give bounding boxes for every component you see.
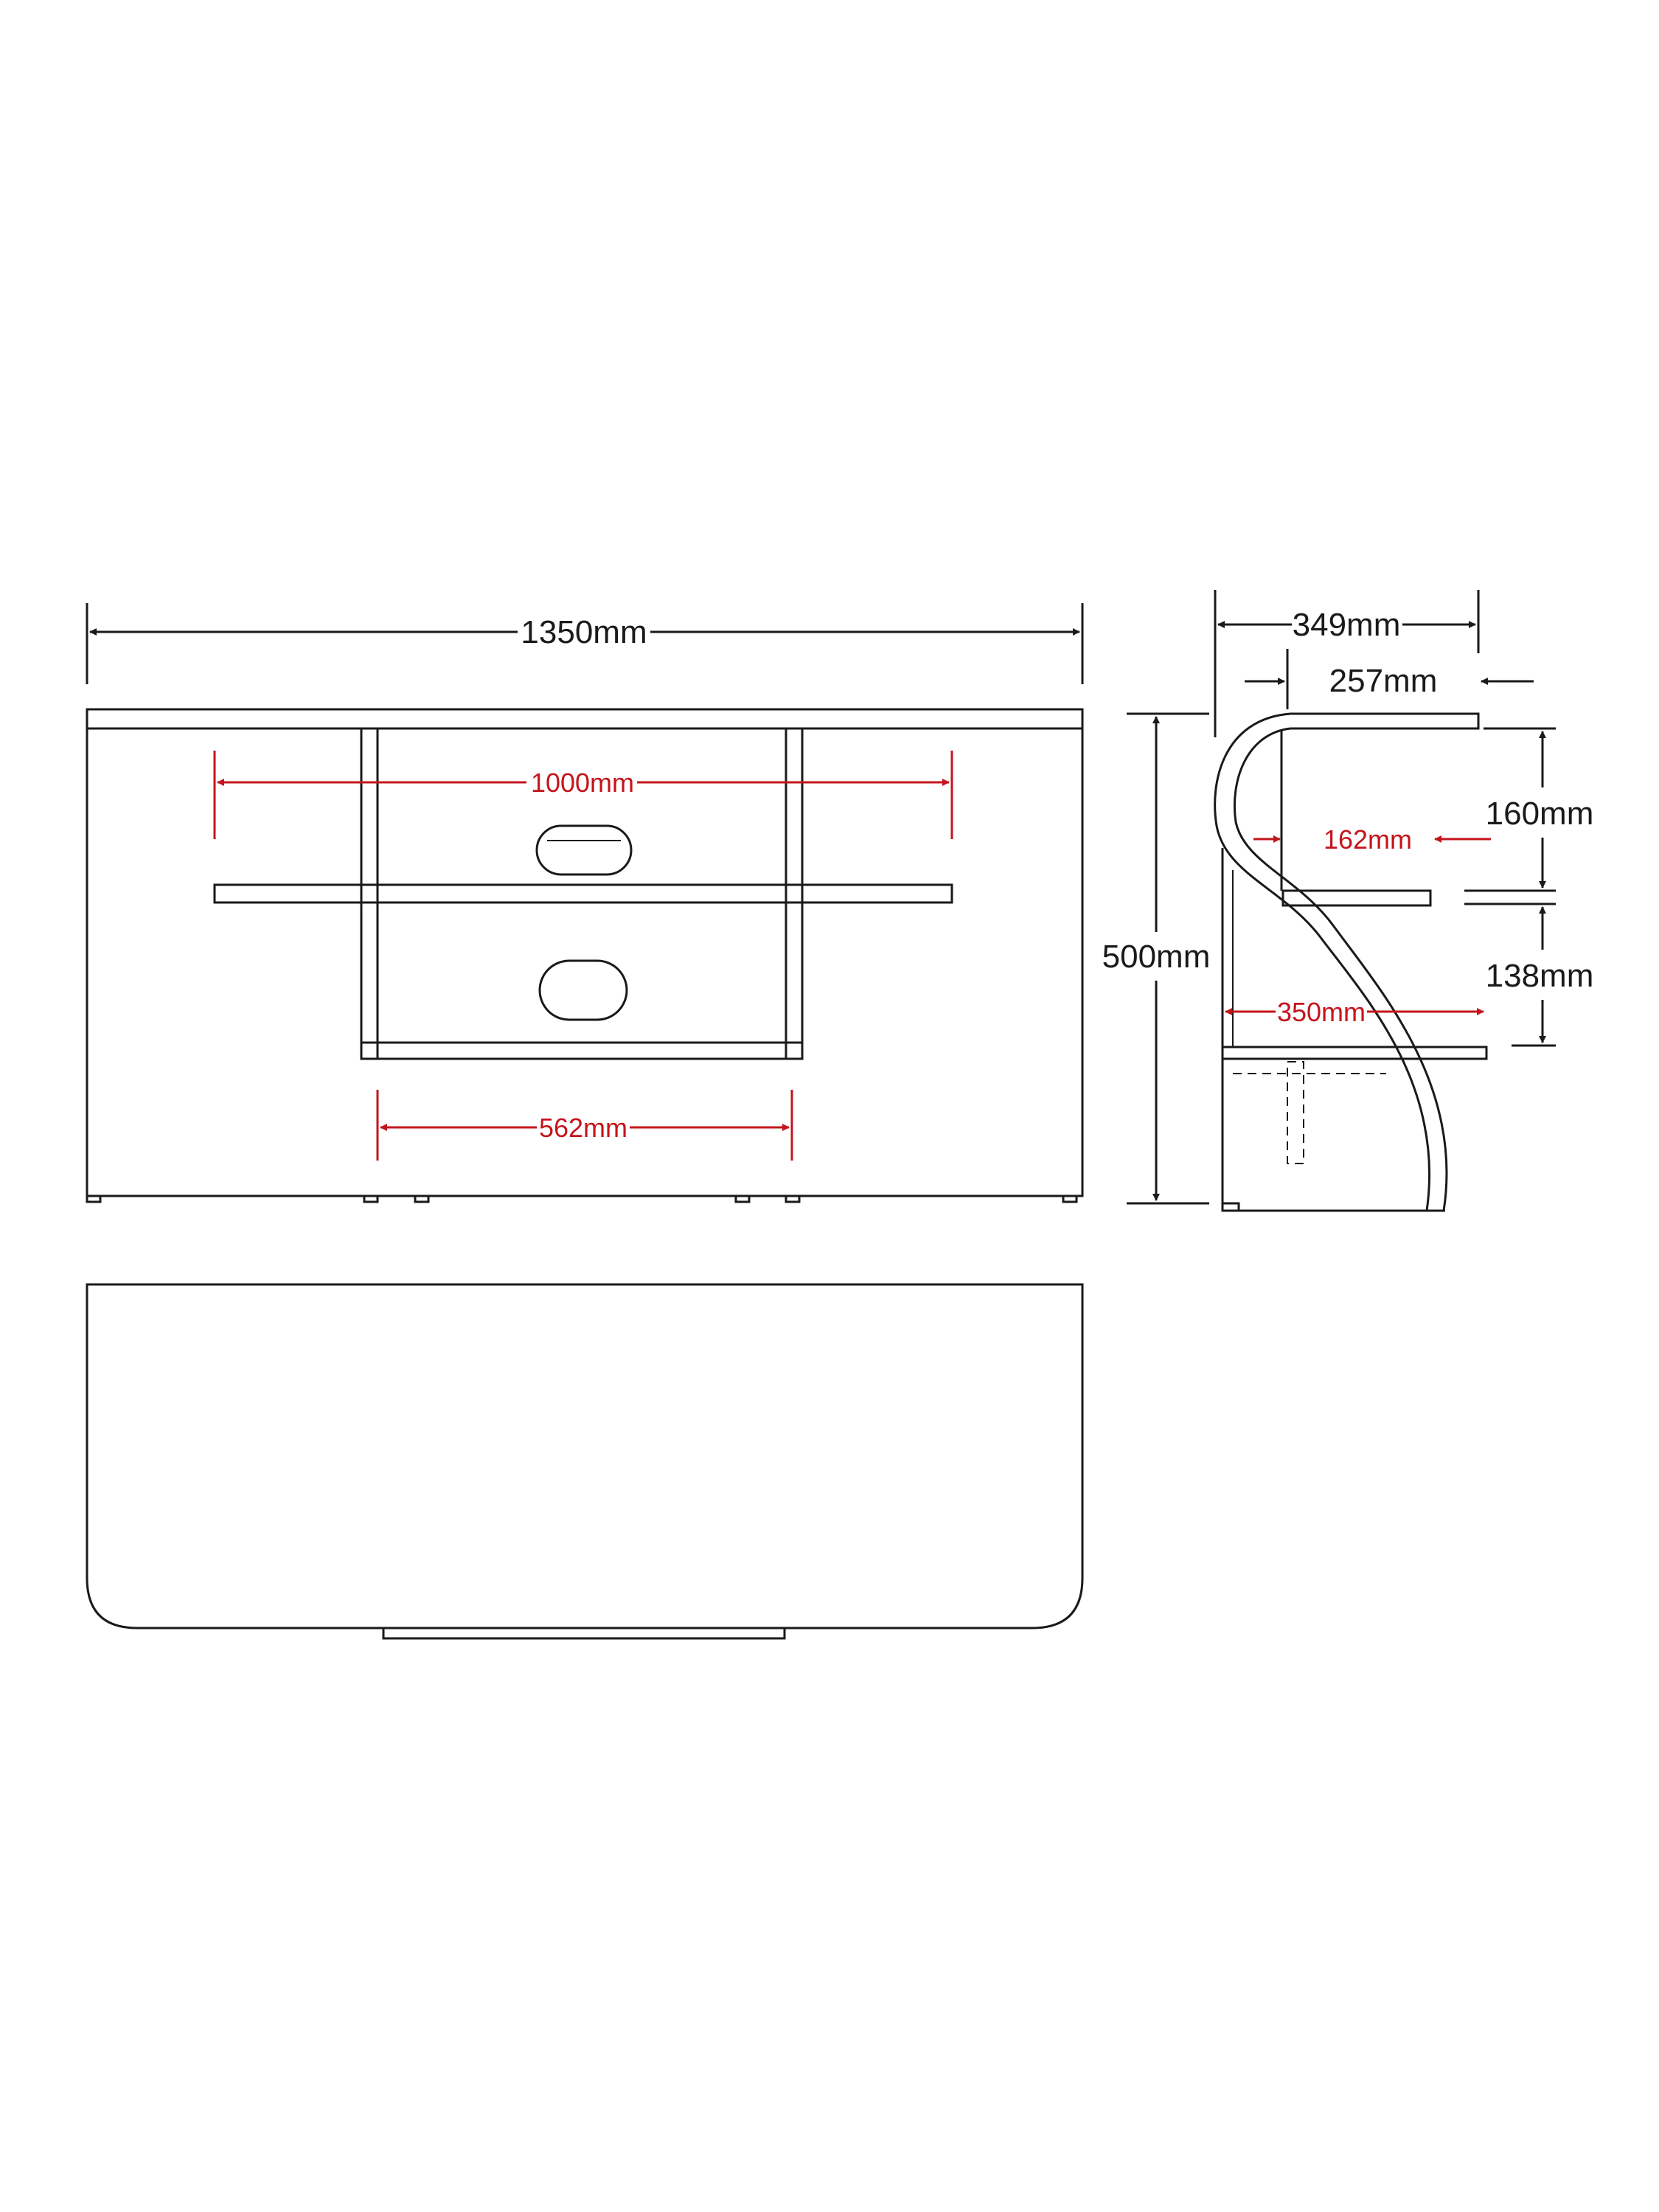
front-top-slab xyxy=(87,709,1082,728)
upper-gap-dimension xyxy=(1464,728,1593,891)
overall-width-dimension xyxy=(87,603,1082,684)
upper-gap-label: 160mm xyxy=(1485,796,1594,832)
base-depth-dimension xyxy=(1225,997,1484,1027)
overall-height-dimension xyxy=(1102,714,1211,1203)
frame-width-label: 562mm xyxy=(538,1113,628,1143)
front-bottom-rail xyxy=(361,1043,802,1059)
frame-width-dimension xyxy=(378,1090,792,1161)
inner-depth-dimension xyxy=(1253,824,1491,855)
base-depth-label: 350mm xyxy=(1276,997,1366,1027)
top-view-base-plate xyxy=(383,1628,785,1638)
side-middle-shelf xyxy=(1283,891,1430,905)
side-s-curve-outer xyxy=(1215,714,1430,1211)
front-left-post xyxy=(361,728,378,1059)
lower-gap-label: 138mm xyxy=(1485,958,1594,994)
front-glass-shelf xyxy=(215,885,952,902)
side-base-shelf xyxy=(1222,1047,1486,1059)
overall-depth-label: 349mm xyxy=(1292,607,1401,643)
top-view-outline xyxy=(87,1284,1082,1628)
overall-width-label: 1350mm xyxy=(521,614,647,650)
side-s-curve-inner xyxy=(1234,728,1447,1211)
side-view xyxy=(1215,714,1486,1211)
shelf-depth-dimension xyxy=(1245,649,1534,709)
lower-gap-dimension xyxy=(1464,904,1593,1046)
top-view xyxy=(87,1284,1082,1638)
upper-cable-hole xyxy=(537,826,631,874)
overall-height-label: 500mm xyxy=(1102,939,1211,975)
lower-cable-hole xyxy=(540,961,627,1020)
shelf-width-label: 1000mm xyxy=(530,768,635,798)
shelf-depth-label: 257mm xyxy=(1329,663,1438,699)
inner-depth-label: 162mm xyxy=(1323,824,1413,855)
side-top-shelf xyxy=(1290,714,1478,728)
front-right-post xyxy=(786,728,802,1059)
